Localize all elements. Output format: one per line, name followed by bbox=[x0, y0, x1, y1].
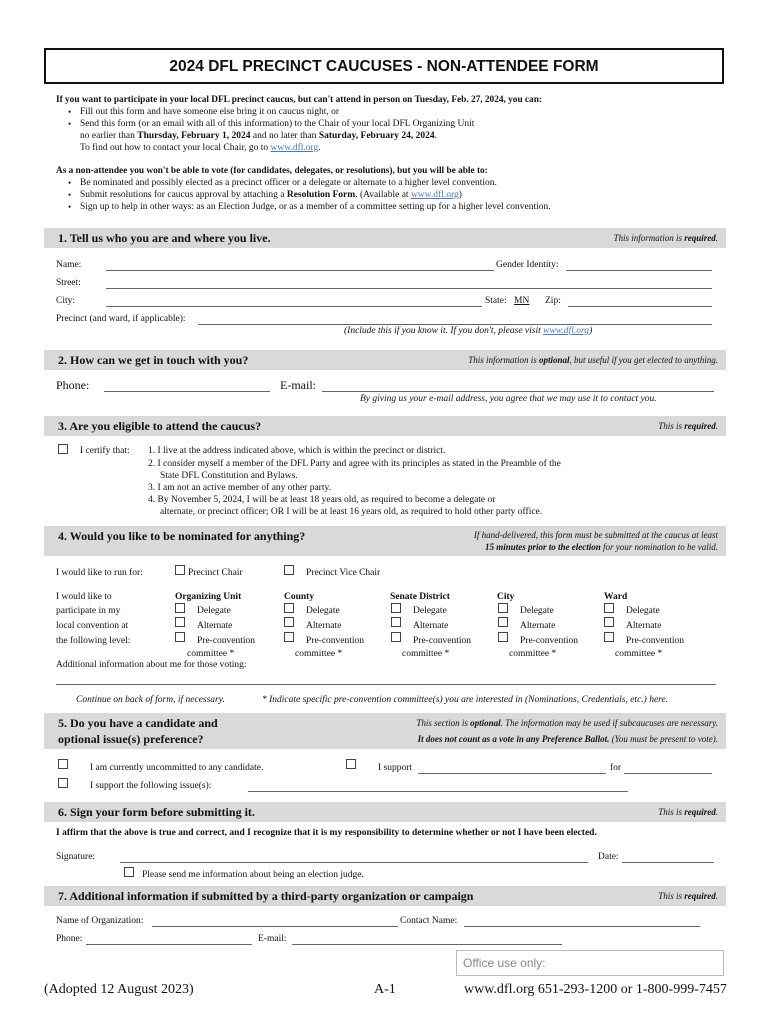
section-7-note: This is required. bbox=[658, 891, 718, 901]
street-field[interactable] bbox=[106, 288, 712, 289]
level-label-3: local convention at bbox=[56, 621, 129, 631]
org-email-label: E-mail: bbox=[258, 934, 287, 944]
city-label: City: bbox=[56, 296, 76, 306]
gender-field[interactable] bbox=[566, 270, 712, 271]
section-5-note-2: It does not count as a vote in any Preference Ballot. (You must be present to vote). bbox=[417, 734, 718, 744]
precinct-note: (Include this if you know it. If you don't, please visit www.dfl.org) bbox=[344, 326, 593, 336]
dfl-link[interactable]: www.dfl.org bbox=[270, 143, 319, 153]
cert-item-1: 1. I live at the address indicated above, which is within the precinct or district. bbox=[148, 446, 446, 456]
affirm-statement: I affirm that the above is true and correct, and I recognize that it is my responsibility to determine whether or not I have been elected. bbox=[56, 828, 597, 838]
section-5-note-1: This section is optional. The information may be used if subcaucuses are necessary. bbox=[416, 718, 718, 728]
intro-bullet-1: Fill out this form and have someone else bring it on caucus night, or bbox=[80, 107, 340, 117]
election-judge-label: Please send me information about being an election judge. bbox=[142, 870, 364, 880]
bullet-icon: • bbox=[68, 107, 72, 117]
intro-lead: If you want to participate in your local DFL precinct caucus, but can't attend in person on Tuesday, Feb. 27, 2024, you can: bbox=[56, 95, 542, 105]
intro-can-1: Be nominated and possibly elected as a precinct officer or a delegate or alternate to a higher level convention. bbox=[80, 178, 497, 188]
sd-alternate-label: Alternate bbox=[413, 621, 449, 631]
support-issues-checkbox[interactable] bbox=[58, 778, 68, 788]
intro-bullet-2b: no earlier than Thursday, February 1, 2024 and no later than Saturday, February 24, 2024. bbox=[80, 131, 438, 141]
section-3-header bbox=[44, 416, 726, 436]
ou-alternate-checkbox[interactable] bbox=[175, 617, 185, 627]
contact-name-label: Contact Name: bbox=[400, 916, 458, 926]
section-7-header bbox=[44, 886, 726, 906]
bullet-icon: • bbox=[68, 202, 72, 212]
city-field[interactable] bbox=[106, 306, 482, 307]
form-title: 2024 DFL PRECINCT CAUCUSES - NON-ATTENDEE FORM bbox=[169, 58, 599, 75]
sd-delegate-label: Delegate bbox=[413, 606, 447, 616]
precinct-chair-checkbox[interactable] bbox=[175, 565, 185, 575]
section-6-note: This is required. bbox=[658, 807, 718, 817]
cert-item-4b: alternate, or precinct officer; OR I will be at least 16 years old, as required to hold other party office. bbox=[160, 507, 543, 517]
county-delegate-label: Delegate bbox=[306, 606, 340, 616]
section-3-title: 3. Are you eligible to attend the caucus? bbox=[58, 419, 262, 433]
sd-delegate-checkbox[interactable] bbox=[391, 603, 401, 613]
cert-item-2b: State DFL Constitution and Bylaws. bbox=[160, 471, 298, 481]
col-senate-district: Senate District bbox=[390, 592, 450, 602]
election-judge-checkbox[interactable] bbox=[124, 867, 134, 877]
section-7-title: 7. Additional information if submitted by a third-party organization or campaign bbox=[58, 889, 474, 903]
section-5-title-2: optional issue(s) preference? bbox=[58, 732, 204, 746]
precinct-label: Precinct (and ward, if applicable): bbox=[56, 314, 186, 324]
ou-alternate-label: Alternate bbox=[197, 621, 233, 631]
section-2-note: This information is optional, but useful if you get elected to anything. bbox=[468, 355, 718, 365]
ward-precon-label: Pre-convention bbox=[626, 636, 685, 646]
ward-delegate-checkbox[interactable] bbox=[604, 603, 614, 613]
section-5-header bbox=[44, 713, 726, 749]
support-label: I support bbox=[378, 763, 413, 773]
run-for-label: I would like to run for: bbox=[56, 568, 143, 578]
section-1-header bbox=[44, 228, 726, 248]
certify-label: I certify that: bbox=[80, 446, 130, 456]
ward-precon-checkbox[interactable] bbox=[604, 632, 614, 642]
signature-label: Signature: bbox=[56, 852, 96, 862]
ward-precon-label-2: committee * bbox=[615, 649, 663, 659]
candidate-field[interactable] bbox=[418, 773, 606, 774]
precinct-vice-chair-label: Precinct Vice Chair bbox=[306, 568, 381, 578]
bullet-icon: • bbox=[68, 178, 72, 188]
contact-name-field[interactable] bbox=[464, 926, 700, 927]
adopted-date: (Adopted 12 August 2023) bbox=[44, 982, 194, 997]
additional-info-field[interactable] bbox=[56, 684, 716, 685]
col-ward: Ward bbox=[604, 592, 628, 602]
county-delegate-checkbox[interactable] bbox=[284, 603, 294, 613]
ou-precon-label: Pre-convention bbox=[197, 636, 256, 646]
bullet-icon: • bbox=[68, 119, 72, 129]
section-1-title: 1. Tell us who you are and where you live. bbox=[58, 231, 271, 245]
county-precon-label-2: committee * bbox=[295, 649, 343, 659]
level-label-2: participate in my bbox=[56, 606, 121, 616]
city-alternate-label: Alternate bbox=[520, 621, 556, 631]
intro-bullet-2a: Send this form (or an email with all of this information) to the Chair of your local DFL Organizing Unit bbox=[80, 119, 475, 129]
name-field[interactable] bbox=[106, 270, 494, 271]
footer-contact: www.dfl.org 651-293-1200 or 1-800-999-7457 bbox=[464, 982, 727, 997]
cert-item-2a: 2. I consider myself a member of the DFL Party and agree with its principles as stated in the Preamble of the bbox=[148, 459, 561, 469]
col-city: City bbox=[497, 592, 515, 602]
ward-alternate-checkbox[interactable] bbox=[604, 617, 614, 627]
state-label: State: bbox=[485, 296, 507, 306]
intro-lead-2: As a non-attendee you won't be able to vote (for candidates, delegates, or resolutions), but you will be able to: bbox=[56, 166, 488, 176]
support-candidate-checkbox[interactable] bbox=[346, 759, 356, 769]
section-4-header bbox=[44, 526, 726, 556]
email-field[interactable] bbox=[322, 391, 714, 392]
date-field[interactable] bbox=[622, 862, 714, 863]
precinct-chair-label: Precinct Chair bbox=[188, 568, 243, 578]
city-precon-checkbox[interactable] bbox=[498, 632, 508, 642]
org-phone-field[interactable] bbox=[86, 944, 252, 945]
form-title-box bbox=[44, 48, 724, 84]
phone-field[interactable] bbox=[104, 391, 270, 392]
cert-item-3: 3. I am not an active member of any other party. bbox=[148, 483, 331, 493]
dfl-link[interactable]: www.dfl.org bbox=[410, 190, 459, 200]
certify-checkbox[interactable] bbox=[58, 444, 68, 454]
section-4-note-2: 15 minutes prior to the election for your nomination to be valid. bbox=[484, 542, 718, 552]
ward-delegate-label: Delegate bbox=[626, 606, 660, 616]
bullet-icon: • bbox=[68, 190, 72, 200]
precon-footnote: * Indicate specific pre-convention committee(s) you are interested in (Nominations, Credentials, etc.) here. bbox=[262, 695, 669, 705]
intro-can-3: Sign up to help in other ways: as an Election Judge, or as a member of a committee setting up for a higher level convention. bbox=[80, 202, 551, 212]
ou-precon-label-2: committee * bbox=[187, 649, 235, 659]
office-use-box bbox=[456, 950, 724, 976]
phone-label: Phone: bbox=[56, 378, 90, 392]
precinct-field[interactable] bbox=[198, 324, 712, 325]
cert-item-4a: 4. By November 5, 2024, I will be at least 18 years old, as required to become a delegate or bbox=[148, 495, 496, 505]
section-6-header bbox=[44, 802, 726, 822]
city-delegate-checkbox[interactable] bbox=[498, 603, 508, 613]
gender-label: Gender Identity: bbox=[496, 260, 559, 270]
ou-precon-checkbox[interactable] bbox=[175, 632, 185, 642]
signature-field[interactable] bbox=[120, 862, 588, 863]
city-precon-label-2: committee * bbox=[509, 649, 557, 659]
precinct-vice-chair-checkbox[interactable] bbox=[284, 565, 294, 575]
additional-info-label: Additional information about me for those voting: bbox=[56, 660, 247, 670]
county-alternate-label: Alternate bbox=[306, 621, 342, 631]
col-county: County bbox=[284, 592, 315, 602]
zip-field[interactable] bbox=[568, 306, 712, 307]
intro-can-2: Submit resolutions for caucus approval by attaching a Resolution Form. (Available at www.dfl.org) bbox=[80, 190, 462, 200]
date-label: Date: bbox=[598, 852, 619, 862]
county-precon-checkbox[interactable] bbox=[284, 632, 294, 642]
city-precon-label: Pre-convention bbox=[520, 636, 579, 646]
county-precon-label: Pre-convention bbox=[306, 636, 365, 646]
section-4-title: 4. Would you like to be nominated for anything? bbox=[58, 529, 306, 543]
sd-precon-checkbox[interactable] bbox=[391, 632, 401, 642]
email-label: E-mail: bbox=[280, 378, 316, 392]
email-note: By giving us your e-mail address, you agree that we may use it to contact you. bbox=[360, 394, 657, 404]
level-label-4: the following level: bbox=[56, 636, 131, 646]
section-2-title: 2. How can we get in touch with you? bbox=[58, 353, 249, 367]
section-3-note: This is required. bbox=[658, 421, 718, 431]
ou-delegate-checkbox[interactable] bbox=[175, 603, 185, 613]
office-use-label: Office use only: bbox=[463, 956, 546, 970]
support-issues-label: I support the following issue(s): bbox=[90, 781, 212, 791]
for-label: for bbox=[610, 763, 622, 773]
section-4-note-1: If hand-delivered, this form must be submitted at the caucus at least bbox=[473, 530, 718, 540]
county-alternate-checkbox[interactable] bbox=[284, 617, 294, 627]
uncommitted-checkbox[interactable] bbox=[58, 759, 68, 769]
name-label: Name: bbox=[56, 260, 82, 270]
uncommitted-label: I am currently uncommitted to any candidate. bbox=[90, 763, 264, 773]
sd-alternate-checkbox[interactable] bbox=[391, 617, 401, 627]
org-phone-label: Phone: bbox=[56, 934, 83, 944]
sd-precon-label: Pre-convention bbox=[413, 636, 472, 646]
org-name-label: Name of Organization: bbox=[56, 916, 144, 926]
zip-label: Zip: bbox=[545, 296, 561, 306]
sd-precon-label-2: committee * bbox=[402, 649, 450, 659]
state-value[interactable]: MN bbox=[514, 296, 530, 306]
city-alternate-checkbox[interactable] bbox=[498, 617, 508, 627]
ou-delegate-label: Delegate bbox=[197, 606, 231, 616]
section-1-note: This information is required. bbox=[613, 233, 718, 243]
col-organizing-unit: Organizing Unit bbox=[175, 592, 242, 602]
continue-note: Continue on back of form, if necessary. bbox=[76, 695, 225, 705]
section-5-title-1: 5. Do you have a candidate and bbox=[58, 716, 218, 730]
level-label-1: I would like to bbox=[56, 592, 112, 602]
dfl-link[interactable]: www.dfl.org bbox=[543, 326, 590, 336]
org-email-field[interactable] bbox=[292, 944, 562, 945]
section-6-title: 6. Sign your form before submitting it. bbox=[58, 805, 255, 819]
issues-field[interactable] bbox=[248, 791, 628, 792]
ward-alternate-label: Alternate bbox=[626, 621, 662, 631]
for-field[interactable] bbox=[624, 773, 712, 774]
city-delegate-label: Delegate bbox=[520, 606, 554, 616]
intro-bullet-2c: To find out how to contact your local Chair, go to www.dfl.org. bbox=[80, 143, 321, 153]
page-number: A-1 bbox=[374, 982, 396, 997]
section-2-header bbox=[44, 350, 726, 370]
street-label: Street: bbox=[56, 278, 81, 288]
org-name-field[interactable] bbox=[152, 926, 398, 927]
